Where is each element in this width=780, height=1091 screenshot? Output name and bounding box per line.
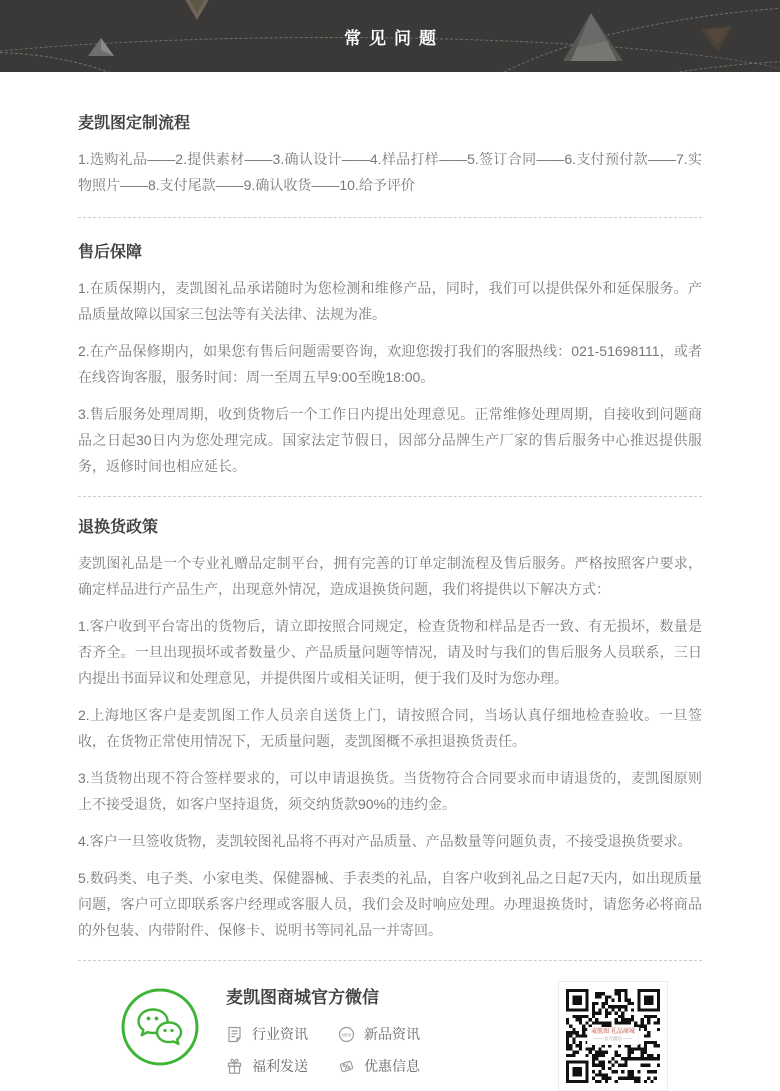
- wechat-footer: [0, 961, 780, 1091]
- wechat-info: [226, 981, 558, 1076]
- news-doc-icon: [226, 1026, 243, 1043]
- paragraph: 1.在质保期内，麦凯图礼品承诺随时为您检测和维修产品，同时，我们可以提供保外和延保服务。产品质量故障以国家三包法等有关法律、法规为准。: [78, 280, 702, 322]
- svg-text:NEW: NEW: [341, 1031, 352, 1037]
- page-title: 常见问题: [344, 28, 444, 48]
- wechat-feature-grid: [226, 1024, 456, 1076]
- feature-item: [338, 1024, 456, 1044]
- feature-label: 优惠信息: [364, 1058, 420, 1074]
- paragraph: 麦凯图礼品是一个专业礼赠品定制平台，拥有完善的订单定制流程及售后服务。严格按照客户要求，确定样品进行产品生产，出现意外情况，造成退换货问题，我们将提供以下解决方式：: [78, 555, 702, 597]
- new-badge-icon: [338, 1026, 355, 1043]
- section-heading: 售后保障: [78, 244, 143, 261]
- qr-center-label: 麦凯图 礼品商城 —— 官方微信 ——: [587, 1027, 639, 1045]
- section-after-sales: [78, 218, 702, 496]
- section-heading: 退换货政策: [78, 519, 159, 536]
- gift-icon: [226, 1058, 243, 1075]
- faq-content: [0, 72, 780, 961]
- wechat-title: 麦凯图商城官方微信: [226, 988, 379, 1007]
- section-custom-process: [78, 72, 702, 217]
- section-return-policy: [78, 497, 702, 960]
- feature-label: 行业资讯: [252, 1026, 308, 1042]
- feature-item: [226, 1024, 338, 1044]
- section-heading: 麦凯图定制流程: [78, 115, 191, 132]
- paragraph: 3.售后服务处理周期，收到货物后一个工作日内提出处理意见。正常维修处理周期，自接收到问题商品之日起30日内为您处理完成。国家法定节假日，因部分品牌生产厂家的售后服务中心推迟提供服务，返修时间也相应延长。: [78, 406, 702, 474]
- page-banner: [0, 0, 780, 72]
- paragraph: 5.数码类、电子类、小家电类、保健器械、手表类的礼品，自客户收到礼品之日起7天内，如出现质量问题，客户可立即联系客户经理或客服人员，我们会及时响应处理。办理退换货时，请您务必将商品的外包装、内带附件、保修卡、说明书等同礼品一并寄回。: [78, 870, 702, 938]
- wechat-qr-card: [558, 981, 668, 1091]
- coupon-icon: [338, 1058, 355, 1075]
- feature-item: [338, 1056, 456, 1076]
- feature-label: 新品资讯: [364, 1026, 420, 1042]
- paragraph: 1.选购礼品——2.提供素材——3.确认设计——4.样品打样——5.签订合同——6.支付预付款——7.实物照片——8.支付尾款——9.确认收货——10.给予评价: [78, 151, 702, 193]
- paragraph: 3.当货物出现不符合签样要求的，可以申请退换货。当货物符合合同要求而申请退货的，麦凯图原则上不接受退货，如客户坚持退货，须交纳货款90%的违约金。: [78, 770, 702, 812]
- paragraph: 1.客户收到平台寄出的货物后，请立即按照合同规定，检查货物和样品是否一致、有无损坏，数量是否齐全。一旦出现损坏或者数量少、产品质量问题等情况，请及时与我们的售后服务人员联系，三日内提出书面异议和处理意见，并提供图片或相关证明，便于我们及时为您办理。: [78, 618, 702, 686]
- wechat-logo-icon: [120, 987, 200, 1067]
- paragraph: 2.上海地区客户是麦凯图工作人员亲自送货上门，请按照合同，当场认真仔细地检查验收。一旦签收，在货物正常使用情况下，无质量问题，麦凯图概不承担退换货责任。: [78, 707, 702, 749]
- feature-item: [226, 1056, 338, 1076]
- paragraph: 2.在产品保修期内，如果您有售后问题需要咨询，欢迎您拨打我们的客服热线：021-51698111，或者在线咨询客服，服务时间：周一至周五早9:00至晚18:00。: [78, 343, 702, 385]
- paragraph: 4.客户一旦签收货物，麦凯较图礼品将不再对产品质量、产品数量等问题负责，不接受退换货要求。: [78, 833, 692, 849]
- feature-label: 福利发送: [252, 1058, 308, 1074]
